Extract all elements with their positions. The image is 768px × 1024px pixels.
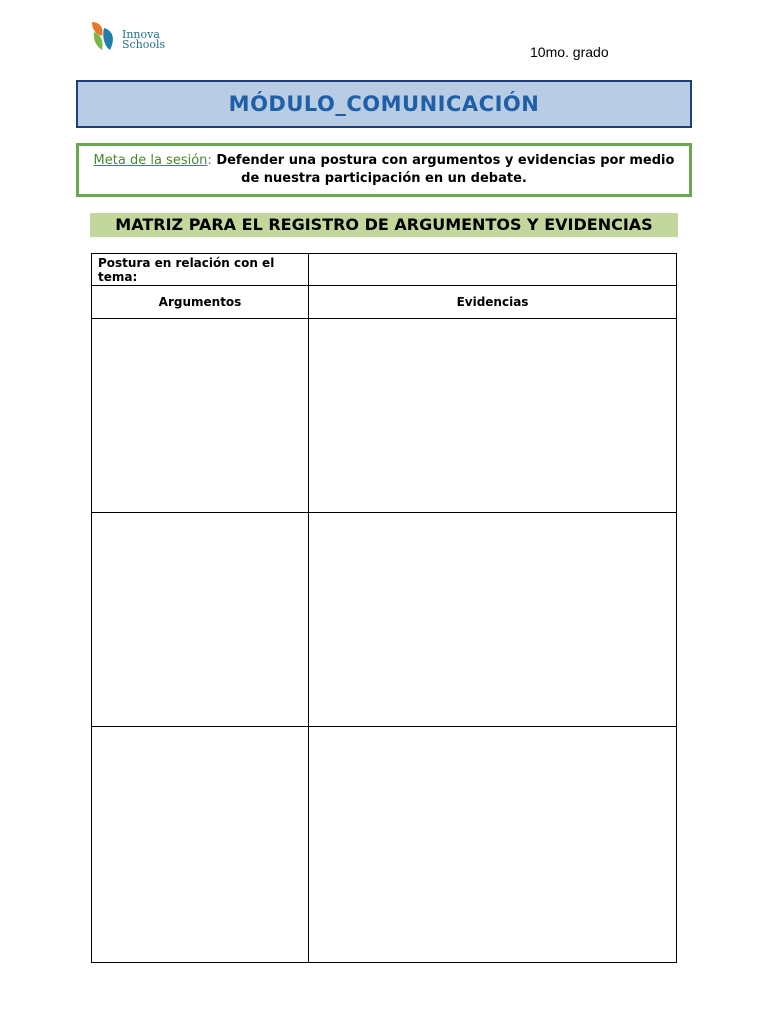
table-row xyxy=(92,513,677,727)
session-goal-box xyxy=(76,143,692,197)
arguments-matrix-table xyxy=(91,253,677,963)
module-header xyxy=(76,80,692,128)
argument-cell[interactable] xyxy=(92,513,309,727)
posture-row xyxy=(92,254,677,286)
table-row xyxy=(92,319,677,513)
session-goal-text: Defender una postura con argumentos y evidencias por medio de nuestra participación en un debate. xyxy=(216,153,675,186)
evidence-cell[interactable] xyxy=(309,513,677,727)
evidence-cell[interactable] xyxy=(309,727,677,963)
session-goal xyxy=(84,152,684,188)
grade-label: 10mo. grado xyxy=(530,44,609,60)
evidence-cell[interactable] xyxy=(309,319,677,513)
session-goal-label: Meta de la sesión xyxy=(93,153,208,168)
logo-text-line1: Innova xyxy=(122,28,160,41)
argument-cell[interactable] xyxy=(92,727,309,963)
column-header-arguments: Argumentos xyxy=(92,286,309,319)
argument-cell[interactable] xyxy=(92,319,309,513)
logo-leaf-icon xyxy=(90,20,120,54)
logo-text xyxy=(122,30,165,50)
header-row xyxy=(92,286,677,319)
innova-schools-logo xyxy=(90,20,180,56)
module-title: MÓDULO_COMUNICACIÓN xyxy=(228,92,540,116)
posture-input-cell[interactable] xyxy=(309,254,677,286)
table-row xyxy=(92,727,677,963)
matrix-title: MATRIZ PARA EL REGISTRO DE ARGUMENTOS Y EVIDENCIAS xyxy=(90,213,678,237)
logo-text-line2: Schools xyxy=(122,38,166,51)
session-goal-colon: : xyxy=(207,153,212,168)
column-header-evidence: Evidencias xyxy=(309,286,677,319)
posture-label: Postura en relación con el tema: xyxy=(92,254,309,286)
